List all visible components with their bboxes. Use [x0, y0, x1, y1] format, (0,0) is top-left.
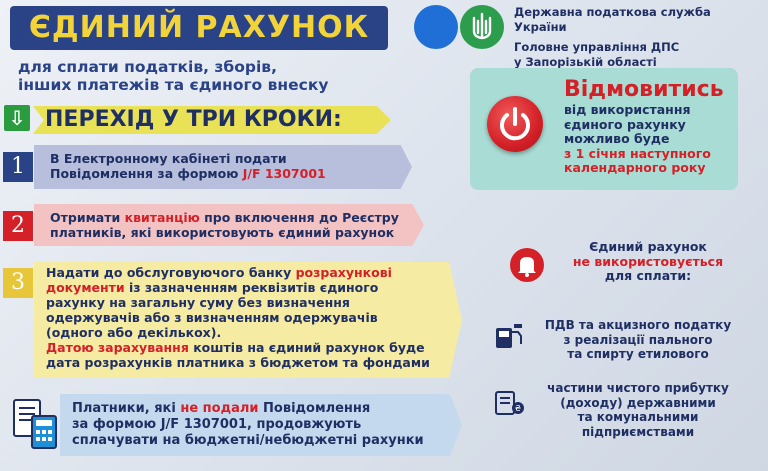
page-subtitle: для сплати податків, зборів, інших платежів та єдиного внеску: [18, 58, 329, 94]
page-title: ЄДИНИЙ РАХУНОК: [28, 10, 370, 45]
bell-icon: [510, 248, 544, 282]
step-3-text: Надати до обслуговуючого банку розрахункові документи із зазначенням реквізитів єдиного рахунку на загальну суму без визначення одержувачів або з визначенням одержувачів (одного або декількох). Датою зарахування коштів на єдиний рахунок буде дата розрахунків платника з бюджетом та фондами: [46, 265, 430, 370]
logo-green-circle: [460, 5, 504, 49]
logo-blue-circle: [414, 5, 458, 49]
svg-text:₴: ₴: [514, 404, 522, 413]
not-used-item-1: ПДВ та акцизного податку з реалізації пального та спирту етилового: [544, 318, 732, 361]
step-3-number: 3: [3, 268, 33, 298]
note-text: Платники, які не подали Повідомлення за формою J/F 1307001, продовжують сплачувати на бюджетні/небюджетні рахунки: [72, 401, 424, 448]
step-2-number: 2: [3, 211, 33, 241]
steps-heading: ПЕРЕХІД У ТРИ КРОКИ:: [45, 107, 342, 132]
step-2-text: Отримати квитанцію про включення до Реєстру платників, які використовують єдиний рахунок: [50, 210, 399, 240]
trident-icon: [460, 5, 504, 49]
organization-name: Державна податкова служба України Головне управління ДПС у Запорізькій області: [514, 5, 711, 69]
fuel-icon: [494, 322, 526, 352]
refuse-text: від використання єдиного рахунку можливо буде з 1 січня наступного календарного року: [564, 102, 711, 175]
step-1-number: 1: [3, 152, 33, 182]
arrow-down-icon: ⇩: [4, 105, 30, 131]
not-used-heading: Єдиний рахунок не використовується для сплати:: [572, 239, 724, 283]
step-1-text: В Електронному кабінеті подати Повідомлення за формою J/F 1307001: [50, 151, 326, 181]
refuse-title: Відмовитись: [564, 77, 724, 102]
calculator-icon: [12, 398, 58, 450]
money-icon: [494, 388, 526, 418]
not-used-item-2: частини чистого прибутку (доходу) державними та комунальними підприємствами: [547, 381, 729, 439]
power-icon: [487, 96, 543, 152]
